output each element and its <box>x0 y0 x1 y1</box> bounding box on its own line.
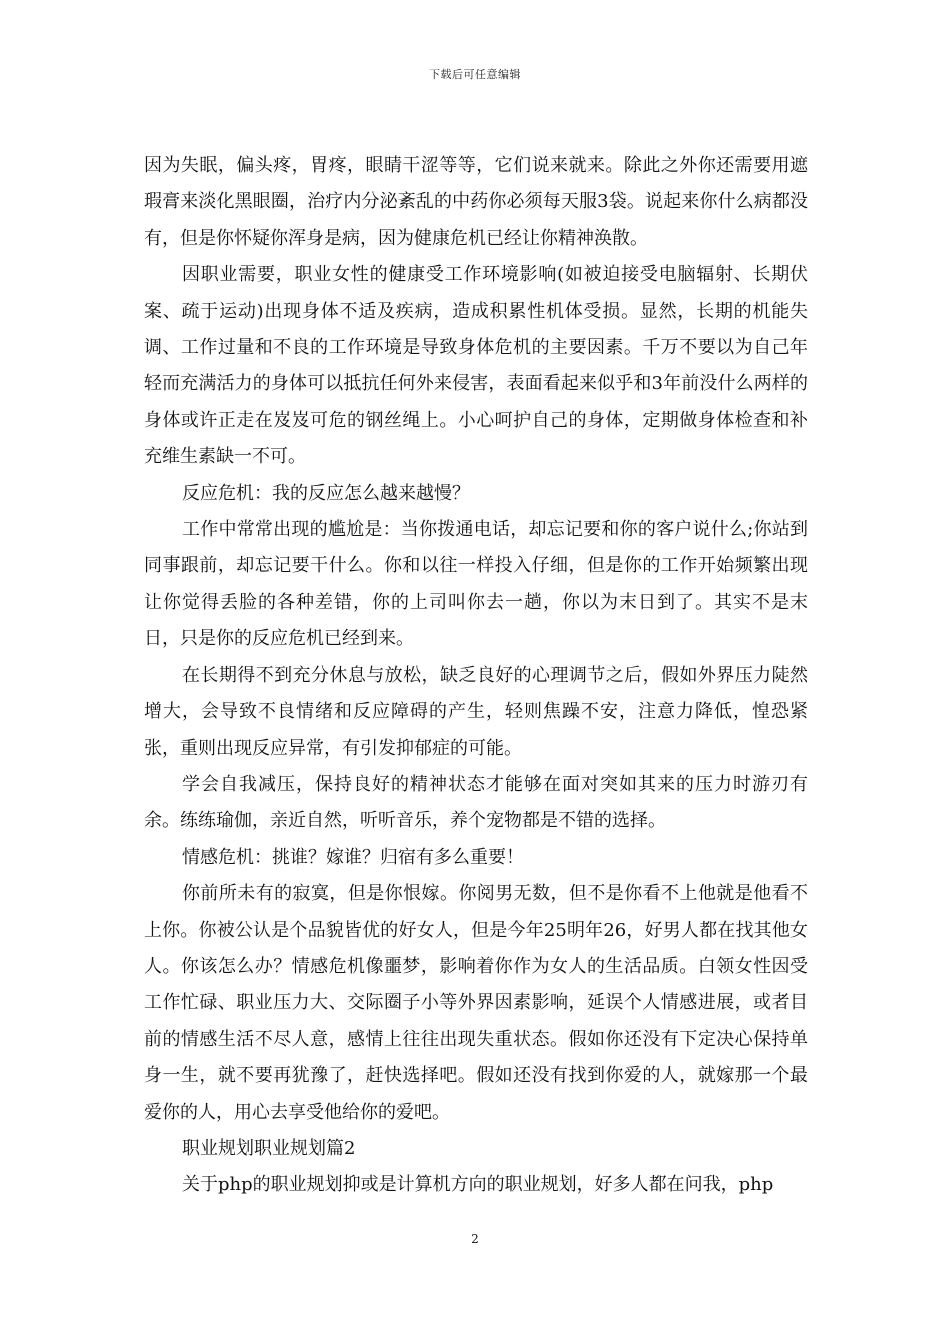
paragraph-3: 工作中常常出现的尴尬是：当你拨通电话，却忘记要和你的客户说什么;你站到同事跟前，却忘记要干什么。你和以往一样投入仔细，但是你的工作开始频繁出现让你觉得丢脸的各种差错，你的上司叫你去一趟，你以为末日到了。其实不是末日，只是你的反应危机已经到来。 <box>144 519 808 650</box>
section-heading-emotion-crisis: 情感危机：挑谁？嫁谁？归宿有多么重要！ <box>182 846 524 868</box>
paragraph-1: 因为失眠，偏头疼，胃疼，眼睛干涩等等，它们说来就来。除此之外你还需要用遮瑕膏来淡化黑眼圈，治疗内分泌紊乱的中药你必须每天服3袋。说起来你什么病都没有，但是你怀疑你浑身是病，因为健康危机已经让你精神涣散。 <box>144 155 808 249</box>
page-header: 下载后可任意编辑 <box>429 68 521 81</box>
section-heading-reaction-crisis: 反应危机：我的反应怎么越来越慢？ <box>182 482 470 504</box>
paragraph-2: 因职业需要，职业女性的健康受工作环境影响(如被迫接受电脑辐射、长期伏案、疏于运动)出现身体不适及疾病，造成积累性机体受损。显然，长期的机能失调、工作过量和不良的工作环境是导致身体危机的主要因素。千万不要以为自己年轻而充满活力的身体可以抵抗任何外来侵害，表面看起来似乎和3年前没什么两样的身体或许正走在岌岌可危的钢丝绳上。小心呵护自己的身体，定期做身体检查和补充维生素缺一不可。 <box>144 264 808 468</box>
page-number: 2 <box>471 1232 479 1246</box>
section-heading-career-plan-2: 职业规划职业规划篇2 <box>182 1137 356 1159</box>
paragraph-6: 你前所未有的寂寞，但是你恨嫁。你阅男无数，但不是你看不上他就是他看不上你。你被公认是个品貌皆优的好女人，但是今年25明年26，好男人都在找其他女人。你该怎么办？情感危机像噩梦，影响着你作为女人的生活品质。白领女性因受工作忙碌、职业压力大、交际圈子小等外界因素影响，延误个人情感进展，或者目前的情感生活不尽人意，感情上往往出现失重状态。假如你还没有下定决心保持单身一生，就不要再犹豫了，赶快选择吧。假如还没有找到你爱的人，就嫁那一个最爱你的人，用心去享受他给你的爱吧。 <box>144 883 808 1123</box>
paragraph-7: 关于php的职业规划抑或是计算机方向的职业规划，好多人都在问我，php <box>182 1174 774 1196</box>
paragraph-5: 学会自我减压，保持良好的精神状态才能够在面对突如其来的压力时游刃有余。练练瑜伽，亲近自然，听听音乐，养个宠物都是不错的选择。 <box>144 773 808 832</box>
paragraph-4: 在长期得不到充分休息与放松，缺乏良好的心理调节之后，假如外界压力陡然增大，会导致不良情绪和反应障碍的产生，轻则焦躁不安，注意力降低，惶恐紧张，重则出现反应异常，有引发抑郁症的可能。 <box>144 664 808 759</box>
document-body <box>144 148 808 1204</box>
